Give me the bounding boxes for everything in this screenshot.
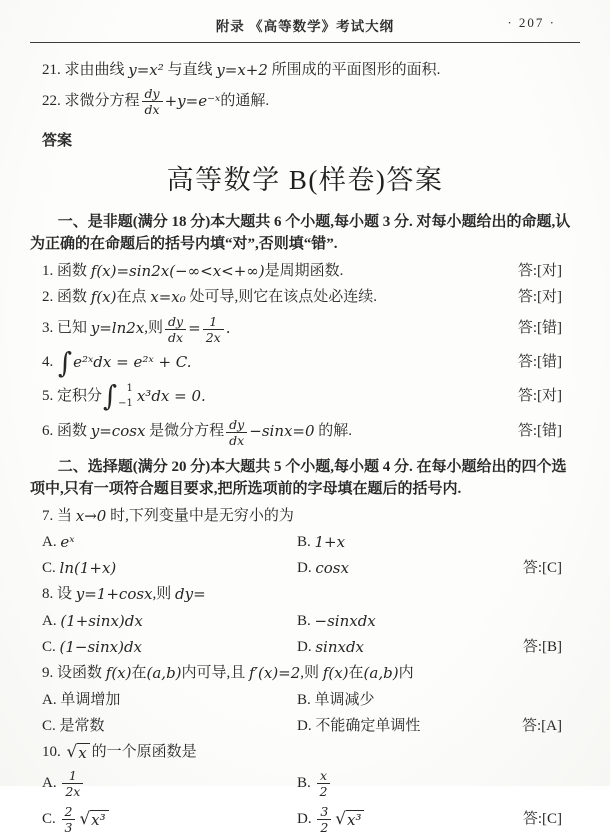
radical: [79, 810, 108, 830]
math-run: y=1+cosx: [75, 585, 153, 604]
fraction: [317, 768, 331, 799]
option-right: [297, 690, 580, 711]
integral-limits: [118, 382, 133, 412]
text-run: ,则: [152, 586, 176, 603]
line-content: [42, 261, 343, 282]
options-row: [30, 611, 580, 632]
fraction: [203, 314, 224, 345]
options-row: [30, 637, 580, 658]
math-run: ln(1+x): [59, 559, 117, 578]
fraction-denominator: dx: [226, 432, 247, 448]
question-line: [30, 261, 580, 282]
page-header: [30, 0, 580, 43]
text-run: 7. 当: [42, 507, 76, 524]
math-run: (a,b): [146, 664, 182, 683]
fraction-denominator: 2x: [62, 783, 83, 799]
text-run: 的解.: [314, 423, 353, 440]
text-run: 处可导,则它在该点处必连续.: [185, 289, 378, 306]
math-run: (a,b): [363, 664, 399, 683]
radical-sign: √: [335, 808, 346, 829]
answer-label: 答:[C]: [522, 811, 562, 828]
text-run: 8. 设: [42, 586, 76, 603]
text-run: 21. 求由曲线: [42, 62, 129, 78]
line-content: [42, 133, 72, 149]
fraction-numerator: 1: [68, 768, 77, 784]
text-run: 时,下列变量中是无穷小的为: [106, 507, 294, 524]
options-row: [30, 804, 580, 835]
math-run: y=x+2: [216, 61, 268, 79]
math-run: f(x): [322, 664, 349, 683]
line-content: [42, 584, 206, 605]
math-run: cosx: [315, 559, 349, 578]
option-left: [42, 611, 297, 632]
math-run: e²ˣdx = e²ˣ + C.: [73, 353, 192, 372]
math-run: f(x): [90, 288, 117, 307]
math-run: sinxdx: [315, 638, 365, 656]
document-body: [30, 43, 580, 835]
text-run: D. 不能确定单调性: [297, 717, 421, 734]
line-content: [42, 60, 440, 81]
text-run: ,则: [144, 320, 164, 337]
answer-label: 答:[对]: [517, 387, 562, 404]
fraction-numerator: dy: [144, 86, 160, 102]
math-run: y=x²: [128, 61, 164, 79]
fraction-numerator: 1: [209, 313, 218, 329]
text-run: 答案: [42, 133, 73, 150]
fraction-denominator: 2x: [203, 329, 224, 345]
fraction-denominator: dx: [142, 101, 163, 117]
text-run: B.: [297, 612, 315, 629]
question-line: [30, 417, 580, 448]
fraction-numerator: x: [319, 768, 328, 784]
line-content: [42, 506, 294, 527]
math-run: f(x): [105, 664, 132, 683]
fraction: [62, 804, 76, 835]
line-content: [167, 165, 444, 195]
option-right: [297, 611, 580, 632]
text-run: 2. 函数: [42, 289, 91, 306]
options-row: [30, 690, 580, 711]
section-intro: [30, 211, 580, 256]
option-right: [297, 532, 580, 553]
text-run: 内: [398, 665, 414, 682]
fraction: [317, 804, 331, 835]
fraction-numerator: dy: [168, 313, 184, 329]
radicand: x³: [90, 810, 108, 830]
question-line: [30, 60, 580, 81]
text-run: C. 是常数: [42, 717, 105, 734]
answer-label: 答:[对]: [517, 262, 562, 279]
section-intro: [30, 456, 580, 501]
text-run: A.: [42, 612, 61, 629]
math-run: x→0: [75, 506, 107, 525]
document-title: [30, 161, 580, 199]
question-line: [30, 314, 580, 345]
text-run: 9. 设函数: [42, 665, 106, 682]
line-content: [30, 459, 567, 498]
option-left: [42, 768, 297, 799]
answer-label: 答:[错]: [517, 423, 562, 440]
fraction: [62, 768, 83, 799]
math-run: y=ln2x: [90, 319, 145, 338]
math-run: f′(x)=2: [249, 664, 301, 683]
option-right: [297, 637, 523, 658]
integral-sign: ∫: [103, 380, 118, 413]
question-line: [30, 663, 580, 684]
math-run: =: [188, 319, 201, 338]
answers-label: [30, 131, 580, 152]
fraction: [226, 417, 247, 448]
math-run: (1−sinx)dx: [59, 638, 143, 656]
math-run: x=x₀: [150, 288, 186, 307]
line-content: [42, 663, 414, 684]
text-run: 在点: [116, 289, 151, 306]
math-run: −sinx=0: [249, 422, 315, 441]
text-run: 4.: [42, 354, 57, 371]
option-left: [42, 690, 297, 711]
question-line: [30, 382, 580, 412]
text-run: 10.: [42, 744, 65, 761]
fraction-denominator: dx: [165, 329, 186, 345]
text-run: B. 单调减少: [297, 691, 375, 708]
text-run: 内可导,且: [181, 665, 250, 682]
text-run: 二、选择题(满分 20 分)本大题共 5 个小题,每小题 4 分. 在每小题给出的四个选项中,只有一项符合题目要求,把所选项前的字母填在题后的括号内.: [30, 458, 567, 498]
text-run: 高等数学 B(样卷)答案: [166, 164, 444, 195]
fraction-denominator: 3: [62, 819, 76, 835]
running-header-title: 附录 《高等数学》考试大纲: [215, 19, 395, 34]
math-run: dy=: [175, 585, 206, 604]
question-line: [30, 86, 580, 117]
radical-sign: √: [66, 740, 78, 761]
question-line: [30, 506, 580, 527]
text-run: 的通解.: [220, 93, 270, 110]
radicand: x³: [346, 810, 364, 830]
math-run: eˣ: [60, 532, 75, 551]
text-run: D.: [297, 811, 316, 828]
text-run: B.: [297, 775, 315, 792]
fraction-numerator: 3: [320, 804, 329, 820]
text-run: C.: [42, 811, 60, 828]
text-run: 在: [348, 665, 364, 682]
math-run: +y=e⁻ˣ: [164, 92, 221, 111]
radicand: x: [77, 743, 89, 763]
radical: [335, 810, 364, 830]
fraction-numerator: dy: [229, 416, 245, 432]
options-row: [30, 558, 580, 579]
fraction: [142, 86, 163, 117]
line-content: [42, 346, 192, 380]
text-run: 22. 求微分方程: [42, 93, 140, 110]
question-line: [30, 346, 580, 380]
option-right: [297, 716, 522, 737]
page-number: · 207 ·: [507, 15, 556, 30]
math-run: 1+x: [314, 532, 346, 551]
question-line: [30, 287, 580, 308]
text-run: A.: [42, 775, 61, 792]
line-content: [30, 214, 570, 253]
math-run: −sinxdx: [314, 611, 376, 630]
answer-label: 答:[错]: [517, 320, 562, 337]
text-run: D.: [297, 560, 316, 577]
text-run: A.: [42, 533, 61, 550]
integral: [58, 346, 73, 380]
line-content: [42, 314, 231, 345]
fraction: [165, 314, 186, 345]
option-left: [42, 558, 297, 579]
option-right: [297, 804, 523, 835]
text-run: 与直线: [163, 62, 217, 78]
integral-lower-limit: −1: [118, 398, 133, 410]
text-run: B.: [297, 533, 315, 550]
text-run: 是周期函数.: [264, 262, 344, 279]
text-run: 一、是非题(满分 18 分)本大题共 6 个小题,每小题 3 分. 对每小题给出的命题,认为正确的在命题后的括号内填“对”,否则填“错”.: [30, 213, 571, 253]
text-run: D.: [297, 639, 316, 655]
radical-sign: √: [79, 808, 91, 829]
integral: [103, 382, 136, 412]
radical: [66, 740, 90, 763]
line-content: [42, 86, 269, 117]
math-run: (1+sinx)dx: [60, 611, 143, 630]
text-run: 是微分方程: [145, 423, 225, 440]
options-row: [30, 768, 580, 799]
text-run: 所围成的平面图形的面积.: [267, 62, 441, 78]
option-right: [297, 558, 523, 579]
option-left: [42, 716, 297, 737]
text-run: 在: [131, 665, 147, 682]
header-rule: [30, 42, 580, 43]
math-run: .: [225, 319, 231, 338]
line-content: [42, 287, 377, 308]
math-run: x³dx = 0.: [136, 386, 206, 405]
line-content: [42, 742, 197, 763]
text-run: ,则: [300, 665, 323, 682]
answer-label: 答:[B]: [522, 639, 562, 655]
math-run: f(x)=sin2x(−∞<x<+∞): [90, 261, 265, 280]
question-line: [30, 584, 580, 605]
option-left: [42, 637, 297, 658]
line-content: [42, 382, 206, 412]
text-run: 6. 函数: [42, 423, 91, 440]
answer-label: 答:[对]: [517, 289, 562, 306]
line-content: [42, 417, 352, 448]
text-run: 1. 函数: [42, 262, 91, 279]
text-run: C.: [42, 560, 60, 577]
integral-sign: ∫: [58, 346, 73, 380]
option-right: [297, 768, 580, 799]
fraction-denominator: 2: [317, 819, 331, 835]
option-left: [42, 532, 297, 553]
answer-label: 答:[错]: [517, 354, 562, 371]
question-line: [30, 742, 580, 763]
integral-upper-limit: 1: [126, 382, 133, 394]
text-run: A. 单调增加: [42, 691, 121, 708]
answer-label: 答:[A]: [522, 717, 562, 734]
options-row: [30, 716, 580, 737]
text-run: 的一个原函数是: [91, 744, 197, 761]
answer-label: 答:[C]: [522, 560, 562, 577]
text-run: 3. 已知: [42, 320, 91, 337]
fraction-numerator: 2: [64, 804, 73, 820]
text-run: C.: [42, 639, 60, 655]
math-run: y=cosx: [90, 422, 146, 441]
option-left: [42, 804, 297, 835]
options-row: [30, 532, 580, 553]
text-run: 5. 定积分: [42, 387, 103, 404]
fraction-denominator: 2: [317, 783, 331, 799]
